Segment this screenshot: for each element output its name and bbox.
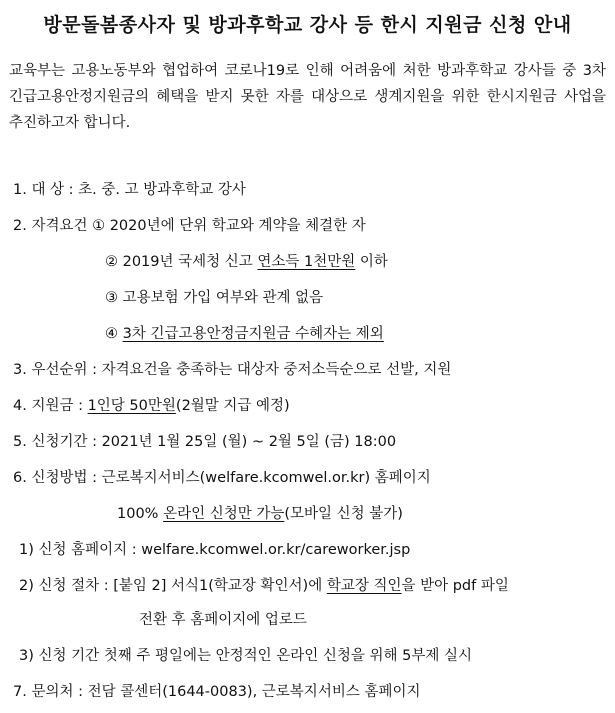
procedure-suffix: 을 받아 pdf 파일 — [401, 578, 509, 594]
exclusion-highlight: 3차 긴급고용안정금지원금 수혜자는 제외 — [122, 326, 384, 342]
method-note-suffix: (모바일 신청 불가) — [284, 506, 403, 522]
qualification-criterion-1: ① 2020년에 단위 학교와 계약을 체결한 자 — [92, 218, 366, 234]
contact-label: 7. 문의처 : — [13, 684, 88, 700]
qualification-criterion-3: ③ 고용보험 가입 여부와 관계 없음 — [105, 290, 324, 306]
criterion-4-marker: ④ — [105, 326, 123, 342]
item-method — [13, 466, 431, 487]
qualification-label: 2. 자격요건 — [13, 218, 93, 234]
amount-note: (2월말 지급 예정) — [175, 398, 290, 414]
criterion-2-text: ② 2019년 국세청 신고 — [105, 254, 258, 270]
item-target-value: 초. 중. 고 방과후학교 강사 — [78, 182, 246, 198]
priority-value: 자격요건을 충족하는 대상자 중저소득순으로 선발, 지원 — [101, 362, 452, 378]
method-value: 근로복지서비스(welfare.kcomwel.or.kr) 홈페이지 — [101, 470, 431, 486]
priority-label: 3. 우선순위 : — [13, 362, 102, 378]
sub-item-procedure-line2: 전환 후 홈페이지에 업로드 — [139, 612, 307, 628]
sub-item-procedure — [19, 574, 509, 595]
online-only-highlight: 온라인 신청만 가능 — [163, 506, 285, 522]
item-priority — [13, 358, 451, 379]
item-target — [13, 178, 246, 199]
intro-paragraph: 교육부는 고용노동부와 협업하여 코로나19로 인해 어려움에 처한 방과후학교 강사들 중 3차 긴급고용안정지원금의 혜택을 받지 못한 자를 대상으로 생계지원을 위한 한시지원금 사업을 추진하고자 합니다. — [9, 63, 606, 131]
item-amount — [13, 394, 290, 415]
period-value: 2021년 1월 25일 (월) ~ 2월 5일 (금) 18:00 — [101, 434, 397, 450]
sub-item-homepage: 1) 신청 홈페이지 : welfare.kcomwel.or.kr/careworker.jsp — [19, 542, 411, 558]
sub-item-rotation: 3) 신청 기간 첫째 주 평일에는 안정적인 온라인 신청을 위해 5부제 실시 — [19, 648, 472, 664]
amount-highlight: 1인당 50만원 — [87, 398, 176, 414]
period-label: 5. 신청기간 : — [13, 434, 102, 450]
item-target-label: 1. 대 상 : — [13, 182, 79, 198]
item-period — [13, 430, 396, 451]
method-label: 6. 신청방법 : — [13, 470, 102, 486]
method-note — [117, 502, 403, 523]
procedure-text: 2) 신청 절차 : [붙임 2] 서식1(학교장 확인서)에 — [19, 578, 327, 594]
item-contact — [13, 680, 420, 701]
contact-value: 전담 콜센터(1644-0083), 근로복지서비스 홈페이지 — [87, 684, 421, 700]
method-note-prefix: 100% — [117, 506, 164, 522]
item-qualification — [13, 214, 366, 235]
page-title: 방문돌봄종사자 및 방과후학교 강사 등 한시 지원금 신청 안내 — [43, 14, 572, 36]
amount-label: 4. 지원금 : — [13, 398, 88, 414]
qualification-criterion-2 — [105, 250, 388, 271]
principal-seal-highlight: 학교장 직인 — [326, 578, 402, 594]
qualification-criterion-4 — [105, 322, 384, 343]
income-limit-highlight: 연소득 1천만원 — [257, 254, 356, 270]
criterion-2-suffix: 이하 — [355, 254, 388, 270]
